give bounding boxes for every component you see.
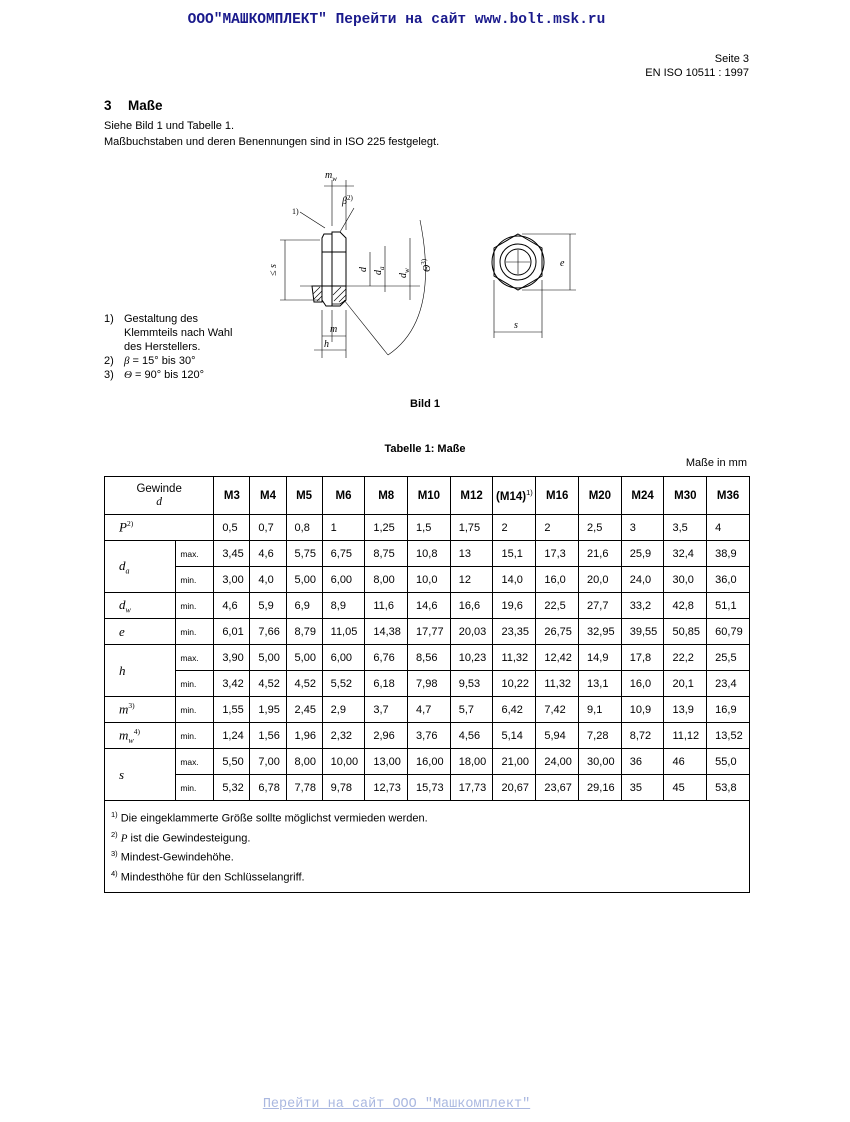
table-cell: 1,96 xyxy=(286,723,322,749)
nut-drawing xyxy=(270,160,590,390)
note-text: = 90° bis 120° xyxy=(131,369,205,381)
note-number: 2) xyxy=(104,355,114,367)
note-text: = 15° bis 30° xyxy=(129,355,196,367)
table-cell: 5,94 xyxy=(536,723,579,749)
table-footnote: $^{2)}$ P ist die Gewindesteigung. xyxy=(111,829,251,845)
table-cell: 2,9 xyxy=(322,697,365,723)
row-symbol: $P^{2)}$ xyxy=(105,515,214,541)
table-cell: 9,78 xyxy=(322,775,365,801)
table-cell: 7,78 xyxy=(286,775,322,801)
table-row xyxy=(105,697,750,723)
label-theta: $\Theta^{3)}$ xyxy=(420,258,433,272)
table-cell: 8,00 xyxy=(286,749,322,775)
table-cell: 9,53 xyxy=(450,671,493,697)
table-cell: 2,45 xyxy=(286,697,322,723)
note-line: Gestaltung des xyxy=(124,313,198,325)
table-cell: 38,9 xyxy=(707,541,750,567)
table-cell: 11,12 xyxy=(664,723,707,749)
label-note-1: 1) xyxy=(292,207,299,216)
table-cell: 25,9 xyxy=(621,541,664,567)
table-cell: 2 xyxy=(536,515,579,541)
table-cell: 8,79 xyxy=(286,619,322,645)
row-symbol: $m_w^{4)}$ xyxy=(105,723,176,749)
table-cell: 23,35 xyxy=(493,619,536,645)
table-header-row xyxy=(105,477,750,515)
table-cell: 53,8 xyxy=(707,775,750,801)
table-cell: 6,76 xyxy=(365,645,408,671)
table-cell: 20,1 xyxy=(664,671,707,697)
row-symbol: s xyxy=(105,749,176,801)
header-thread-label: Gewinde xyxy=(136,482,182,495)
figure-note xyxy=(104,312,232,354)
table-cell: 8,75 xyxy=(365,541,408,567)
table-cell: 9,1 xyxy=(579,697,622,723)
table-cell: 10,00 xyxy=(322,749,365,775)
header-size: M8 xyxy=(365,477,408,515)
header-thread xyxy=(105,477,214,515)
footer-site-link[interactable]: Перейти на сайт ООО "Машкомплект" xyxy=(262,1097,531,1112)
table-cell: 17,8 xyxy=(621,645,664,671)
nut-front-view xyxy=(488,234,576,338)
row-symbol: h xyxy=(105,645,176,697)
table-cell: 22,5 xyxy=(536,593,579,619)
table-cell: 6,9 xyxy=(286,593,322,619)
table-cell: 50,85 xyxy=(664,619,707,645)
table-cell: 23,4 xyxy=(707,671,750,697)
table-row xyxy=(105,619,750,645)
table-cell: 4,6 xyxy=(250,541,286,567)
table-cell: 8,00 xyxy=(365,567,408,593)
table-cell: 8,56 xyxy=(408,645,451,671)
header-size: M30 xyxy=(664,477,707,515)
note-number: 1) xyxy=(104,313,114,325)
table-cell: 15,1 xyxy=(493,541,536,567)
table-cell: 21,6 xyxy=(579,541,622,567)
table-cell: 5,00 xyxy=(250,645,286,671)
header-size: M36 xyxy=(707,477,750,515)
row-limit: max. xyxy=(176,749,214,775)
table-footnotes xyxy=(105,801,750,893)
table-cell: 4,6 xyxy=(214,593,250,619)
label-h: h xyxy=(324,339,329,350)
table-cell: 0,5 xyxy=(214,515,250,541)
table-cell: 36,0 xyxy=(707,567,750,593)
row-limit: min. xyxy=(176,567,214,593)
header-size: M20 xyxy=(579,477,622,515)
note-symbol: Θ xyxy=(124,369,132,381)
table-cell: 17,77 xyxy=(408,619,451,645)
table-cell: 6,01 xyxy=(214,619,250,645)
header-size: M24 xyxy=(621,477,664,515)
table-cell: 18,00 xyxy=(450,749,493,775)
table-row xyxy=(105,671,750,697)
row-limit: min. xyxy=(176,697,214,723)
section-heading xyxy=(104,98,163,113)
note-line: Klemmteils nach Wahl xyxy=(124,327,233,339)
table-cell: 19,6 xyxy=(493,593,536,619)
label-beta: $\beta^{2)}$ xyxy=(342,194,353,207)
table-cell: 16,9 xyxy=(707,697,750,723)
note-line: des Herstellers. xyxy=(124,341,201,353)
table-cell: 12,42 xyxy=(536,645,579,671)
table-cell: 6,75 xyxy=(322,541,365,567)
table-row xyxy=(105,515,750,541)
table-cell: 20,67 xyxy=(493,775,536,801)
intro-text xyxy=(104,118,439,150)
table-footnote: $^{1)}$ Die eingeklammerte Größe sollte möglichst vermieden werden. xyxy=(111,810,428,825)
row-symbol: $m^{3)}$ xyxy=(105,697,176,723)
table-cell: 5,52 xyxy=(322,671,365,697)
table-cell: 5,00 xyxy=(286,567,322,593)
row-limit: min. xyxy=(176,723,214,749)
table-cell: 1,5 xyxy=(408,515,451,541)
label-e: e xyxy=(560,258,565,269)
table-cell: 36 xyxy=(621,749,664,775)
table-cell: 45 xyxy=(664,775,707,801)
table-cell: 3 xyxy=(621,515,664,541)
table-cell: 46 xyxy=(664,749,707,775)
table-cell: 6,00 xyxy=(322,645,365,671)
header-size: M12 xyxy=(450,477,493,515)
table-cell: 6,00 xyxy=(322,567,365,593)
table-cell: 22,2 xyxy=(664,645,707,671)
table-cell: 13,9 xyxy=(664,697,707,723)
table-cell: 4 xyxy=(707,515,750,541)
row-limit: min. xyxy=(176,593,214,619)
table-cell: 30,00 xyxy=(579,749,622,775)
note-symbol: β xyxy=(124,355,130,367)
table-cell: 32,4 xyxy=(664,541,707,567)
header-size: M5 xyxy=(286,477,322,515)
table-cell: 10,0 xyxy=(408,567,451,593)
intro-line: Siehe Bild 1 und Tabelle 1. xyxy=(104,120,235,132)
table-row xyxy=(105,541,750,567)
table-cell: 1,25 xyxy=(365,515,408,541)
table-cell: 4,0 xyxy=(250,567,286,593)
table-cell: 24,0 xyxy=(621,567,664,593)
header-size: M16 xyxy=(536,477,579,515)
header-size: M3 xyxy=(214,477,250,515)
table-cell: 10,22 xyxy=(493,671,536,697)
table-cell: 4,56 xyxy=(450,723,493,749)
site-banner-link[interactable]: ООО"МАШКОМПЛЕКТ" Перейти на сайт www.bolt.msk.ru xyxy=(187,12,606,28)
table-cell: 14,9 xyxy=(579,645,622,671)
table-cell: 25,5 xyxy=(707,645,750,671)
label-m: m xyxy=(330,324,338,335)
table-cell: 13,1 xyxy=(579,671,622,697)
figure-note xyxy=(104,354,232,368)
row-symbol: e xyxy=(105,619,176,645)
note-number: 3) xyxy=(104,369,114,381)
table-cell: 11,05 xyxy=(322,619,365,645)
table-cell: 3,90 xyxy=(214,645,250,671)
section-number: 3 xyxy=(104,98,112,113)
table-cell: 16,0 xyxy=(621,671,664,697)
table-cell: 14,0 xyxy=(493,567,536,593)
standard-id: EN ISO 10511 : 1997 xyxy=(645,67,749,79)
table-cell: 10,23 xyxy=(450,645,493,671)
figure-note xyxy=(104,368,232,382)
table-cell: 10,9 xyxy=(621,697,664,723)
figure-notes xyxy=(104,312,232,382)
table-cell: 5,75 xyxy=(286,541,322,567)
table-cell: 3,00 xyxy=(214,567,250,593)
table-row xyxy=(105,723,750,749)
table-cell: 30,0 xyxy=(664,567,707,593)
table-cell: 39,55 xyxy=(621,619,664,645)
table-cell: 6,18 xyxy=(365,671,408,697)
page-header xyxy=(645,52,749,80)
header-size: M6 xyxy=(322,477,365,515)
table-cell: 20,03 xyxy=(450,619,493,645)
table-cell: 20,0 xyxy=(579,567,622,593)
table-cell: 13,00 xyxy=(365,749,408,775)
table-cell: 42,8 xyxy=(664,593,707,619)
table-cell: 1,24 xyxy=(214,723,250,749)
label-mw: $m_w$ xyxy=(325,170,337,183)
header-size: M10 xyxy=(408,477,451,515)
table-cell: 1,75 xyxy=(450,515,493,541)
label-s: s xyxy=(514,320,518,331)
header-size: $(M14)^{1)}$ xyxy=(493,477,536,515)
table-cell: 3,42 xyxy=(214,671,250,697)
table-cell: 23,67 xyxy=(536,775,579,801)
table-cell: 2 xyxy=(493,515,536,541)
table-cell: 17,73 xyxy=(450,775,493,801)
table-cell: 4,52 xyxy=(250,671,286,697)
dimensions-table xyxy=(104,476,750,893)
table-cell: 7,28 xyxy=(579,723,622,749)
row-symbol: $d_a$ xyxy=(105,541,176,593)
page-number: Seite 3 xyxy=(714,53,749,65)
header-size: M4 xyxy=(250,477,286,515)
table-cell: 3,5 xyxy=(664,515,707,541)
table-cell: 3,76 xyxy=(408,723,451,749)
table-cell: 33,2 xyxy=(621,593,664,619)
table-cell: 29,16 xyxy=(579,775,622,801)
table-cell: 5,14 xyxy=(493,723,536,749)
table-cell: 60,79 xyxy=(707,619,750,645)
table-cell: 32,95 xyxy=(579,619,622,645)
table-cell: 16,6 xyxy=(450,593,493,619)
table-row xyxy=(105,645,750,671)
table-row xyxy=(105,775,750,801)
figure-caption: Bild 1 xyxy=(410,398,440,410)
table-cell: 3,7 xyxy=(365,697,408,723)
table-cell: 11,32 xyxy=(536,671,579,697)
table-cell: 14,38 xyxy=(365,619,408,645)
row-limit: min. xyxy=(176,619,214,645)
section-title: Maße xyxy=(128,98,163,113)
table-cell: 13,52 xyxy=(707,723,750,749)
table-cell: 0,7 xyxy=(250,515,286,541)
table-cell: 35 xyxy=(621,775,664,801)
table-unit: Maße in mm xyxy=(685,457,747,469)
table-cell: 13 xyxy=(450,541,493,567)
table-footnote: $^{4)}$ Mindesthöhe für den Schlüsselangriff. xyxy=(111,868,305,884)
table-cell: 15,73 xyxy=(408,775,451,801)
label-da: $d_a$ xyxy=(373,266,386,275)
row-limit: max. xyxy=(176,541,214,567)
row-limit: min. xyxy=(176,671,214,697)
table-cell: 26,75 xyxy=(536,619,579,645)
table-footnote: $^{3)}$ Mindest-Gewindehöhe. xyxy=(111,849,234,864)
table-cell: 11,6 xyxy=(365,593,408,619)
row-symbol: $d_w$ xyxy=(105,593,176,619)
table-cell: 3,45 xyxy=(214,541,250,567)
table-cell: 2,96 xyxy=(365,723,408,749)
label-d: d xyxy=(358,267,369,272)
intro-line: Maßbuchstaben und deren Benennungen sind in ISO 225 festgelegt. xyxy=(104,136,440,148)
header-thread-symbol: d xyxy=(156,495,163,508)
table-cell: 0,8 xyxy=(286,515,322,541)
table-cell: 1,56 xyxy=(250,723,286,749)
table-cell: 12,73 xyxy=(365,775,408,801)
table-cell: 14,6 xyxy=(408,593,451,619)
table-cell: 17,3 xyxy=(536,541,579,567)
footnote-row xyxy=(105,801,750,893)
table-cell: 5,7 xyxy=(450,697,493,723)
table-cell: 1 xyxy=(322,515,365,541)
table-cell: 4,52 xyxy=(286,671,322,697)
table-cell: 5,50 xyxy=(214,749,250,775)
row-limit: min. xyxy=(176,775,214,801)
row-limit: max. xyxy=(176,645,214,671)
table-cell: 7,00 xyxy=(250,749,286,775)
table-cell: 11,32 xyxy=(493,645,536,671)
table-cell: 27,7 xyxy=(579,593,622,619)
table-row xyxy=(105,567,750,593)
table-caption: Tabelle 1: Maße xyxy=(384,443,466,455)
table-cell: 1,95 xyxy=(250,697,286,723)
table-row xyxy=(105,593,750,619)
table-cell: 51,1 xyxy=(707,593,750,619)
table-cell: 2,32 xyxy=(322,723,365,749)
table-row xyxy=(105,749,750,775)
table-cell: 7,98 xyxy=(408,671,451,697)
table-cell: 2,5 xyxy=(579,515,622,541)
table-cell: 6,42 xyxy=(493,697,536,723)
table-cell: 5,00 xyxy=(286,645,322,671)
table-cell: 24,00 xyxy=(536,749,579,775)
table-cell: 16,00 xyxy=(408,749,451,775)
table-cell: 4,7 xyxy=(408,697,451,723)
table-cell: 6,78 xyxy=(250,775,286,801)
table-cell: 8,9 xyxy=(322,593,365,619)
table-cell: 16,0 xyxy=(536,567,579,593)
table-body xyxy=(105,515,750,801)
table-cell: 10,8 xyxy=(408,541,451,567)
table-cell: 7,66 xyxy=(250,619,286,645)
table-cell: 5,9 xyxy=(250,593,286,619)
table-cell: 8,72 xyxy=(621,723,664,749)
table-cell: 1,55 xyxy=(214,697,250,723)
table-cell: 21,00 xyxy=(493,749,536,775)
label-dw: $d_w$ xyxy=(398,268,411,278)
table-cell: 55,0 xyxy=(707,749,750,775)
table-cell: 7,42 xyxy=(536,697,579,723)
table-cell: 12 xyxy=(450,567,493,593)
label-s-max: ≤ s xyxy=(268,264,279,276)
table-cell: 5,32 xyxy=(214,775,250,801)
